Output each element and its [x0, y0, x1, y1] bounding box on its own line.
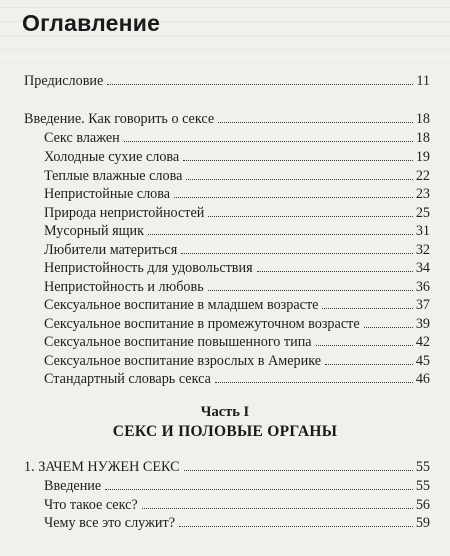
- dot-leader: [179, 526, 413, 527]
- dot-leader: [186, 179, 412, 180]
- toc-entry-preface[interactable]: [24, 72, 430, 90]
- toc-entry-label: Стандартный словарь секса: [44, 371, 211, 387]
- toc-page-number: 11: [416, 73, 430, 89]
- dot-leader: [148, 234, 413, 235]
- dot-leader: [322, 308, 412, 309]
- toc-entry-label: Чему все это служит?: [44, 515, 175, 531]
- toc-subentry[interactable]: [44, 296, 430, 314]
- toc-entry-label: Введение: [44, 478, 102, 494]
- dot-leader: [184, 470, 413, 471]
- toc-page-number: 18: [415, 130, 430, 146]
- dot-leader: [181, 253, 413, 254]
- toc-subentry[interactable]: [44, 241, 430, 259]
- dot-leader: [208, 216, 412, 217]
- dot-leader: [325, 364, 413, 365]
- dot-leader: [316, 345, 413, 346]
- toc-entry-label: Непристойные слова: [44, 186, 171, 202]
- part-title-heading: СЕКС И ПОЛОВЫЕ ОРГАНЫ: [112, 423, 338, 440]
- toc-entry-label: 1. ЗАЧЕМ НУЖЕН СЕКС: [24, 459, 180, 475]
- toc-subentry[interactable]: [44, 333, 430, 351]
- toc-entry-label: Сексуальное воспитание взрослых в Америке: [44, 353, 322, 369]
- dot-leader: [215, 382, 413, 383]
- toc-entry-label: Введение. Как говорить о сексе: [24, 111, 215, 127]
- dot-leader: [257, 271, 413, 272]
- toc-subentry[interactable]: [44, 167, 430, 185]
- toc-entry-label: Холодные сухие слова: [44, 149, 180, 165]
- part-number-heading: Часть I: [200, 404, 250, 420]
- dot-leader: [142, 508, 413, 509]
- dot-leader: [218, 122, 413, 123]
- toc-page-number: 42: [415, 334, 430, 350]
- toc-subentry[interactable]: [44, 352, 430, 370]
- toc-page-number: 55: [415, 459, 430, 475]
- toc-subentry[interactable]: [44, 129, 430, 147]
- toc-subentry[interactable]: [44, 278, 430, 296]
- toc-page-number: 37: [415, 297, 430, 313]
- toc-entry-intro[interactable]: [24, 110, 430, 128]
- dot-leader: [208, 290, 413, 291]
- toc-entry-label: Любители материться: [44, 242, 178, 258]
- toc-entry-label: Теплые влажные слова: [44, 168, 183, 184]
- dot-leader: [183, 160, 413, 161]
- toc-entry-label: Непристойность для удовольствия: [44, 260, 253, 276]
- toc-page-number: 31: [415, 223, 430, 239]
- toc-page-number: 46: [415, 371, 430, 387]
- toc-entry-label: Предисловие: [24, 73, 104, 89]
- dot-leader: [107, 84, 413, 85]
- toc-entry-label: Что такое секс?: [44, 497, 138, 513]
- toc-entry-label: Секс влажен: [44, 130, 120, 146]
- toc-entry-label: Сексуальное воспитание в младшем возрасте: [44, 297, 319, 313]
- toc-subentry[interactable]: [44, 185, 430, 203]
- dot-leader: [124, 141, 413, 142]
- toc-page-number: 39: [415, 316, 430, 332]
- toc-subentry[interactable]: [44, 370, 430, 388]
- toc-page-number: 19: [415, 149, 430, 165]
- toc-entry-label: Непристойность и любовь: [44, 279, 204, 295]
- toc-subentry[interactable]: [44, 259, 430, 277]
- toc-page-number: 55: [415, 478, 430, 494]
- toc-page-number: 59: [415, 515, 430, 531]
- toc-subentry[interactable]: [44, 477, 430, 495]
- toc-subentry[interactable]: [44, 315, 430, 333]
- toc-subentry[interactable]: [44, 496, 430, 514]
- toc-entry-label: Природа непристойностей: [44, 205, 205, 221]
- toc-subentry[interactable]: [44, 148, 430, 166]
- dot-leader: [105, 489, 413, 490]
- dot-leader: [174, 197, 413, 198]
- toc-page-number: 22: [415, 168, 430, 184]
- toc-page-number: 18: [415, 111, 430, 127]
- toc-page-number: 36: [415, 279, 430, 295]
- toc-subentry[interactable]: [44, 204, 430, 222]
- toc-subentry[interactable]: [44, 514, 430, 532]
- toc-entry-label: Сексуальное воспитание повышенного типа: [44, 334, 312, 350]
- toc-page-number: 23: [415, 186, 430, 202]
- toc-page-number: 25: [415, 205, 430, 221]
- page-title: Оглавление: [22, 10, 161, 36]
- dot-leader: [364, 327, 413, 328]
- toc-entry-label: Мусорный ящик: [44, 223, 145, 239]
- toc-entry-chapter-1[interactable]: [24, 458, 430, 476]
- toc-page-number: 45: [415, 353, 430, 369]
- toc-page-number: 56: [415, 497, 430, 513]
- toc-subentry[interactable]: [44, 222, 430, 240]
- toc-entry-label: Сексуальное воспитание в промежуточном возрасте: [44, 316, 360, 332]
- toc-page-number: 34: [415, 260, 430, 276]
- toc-page-number: 32: [415, 242, 430, 258]
